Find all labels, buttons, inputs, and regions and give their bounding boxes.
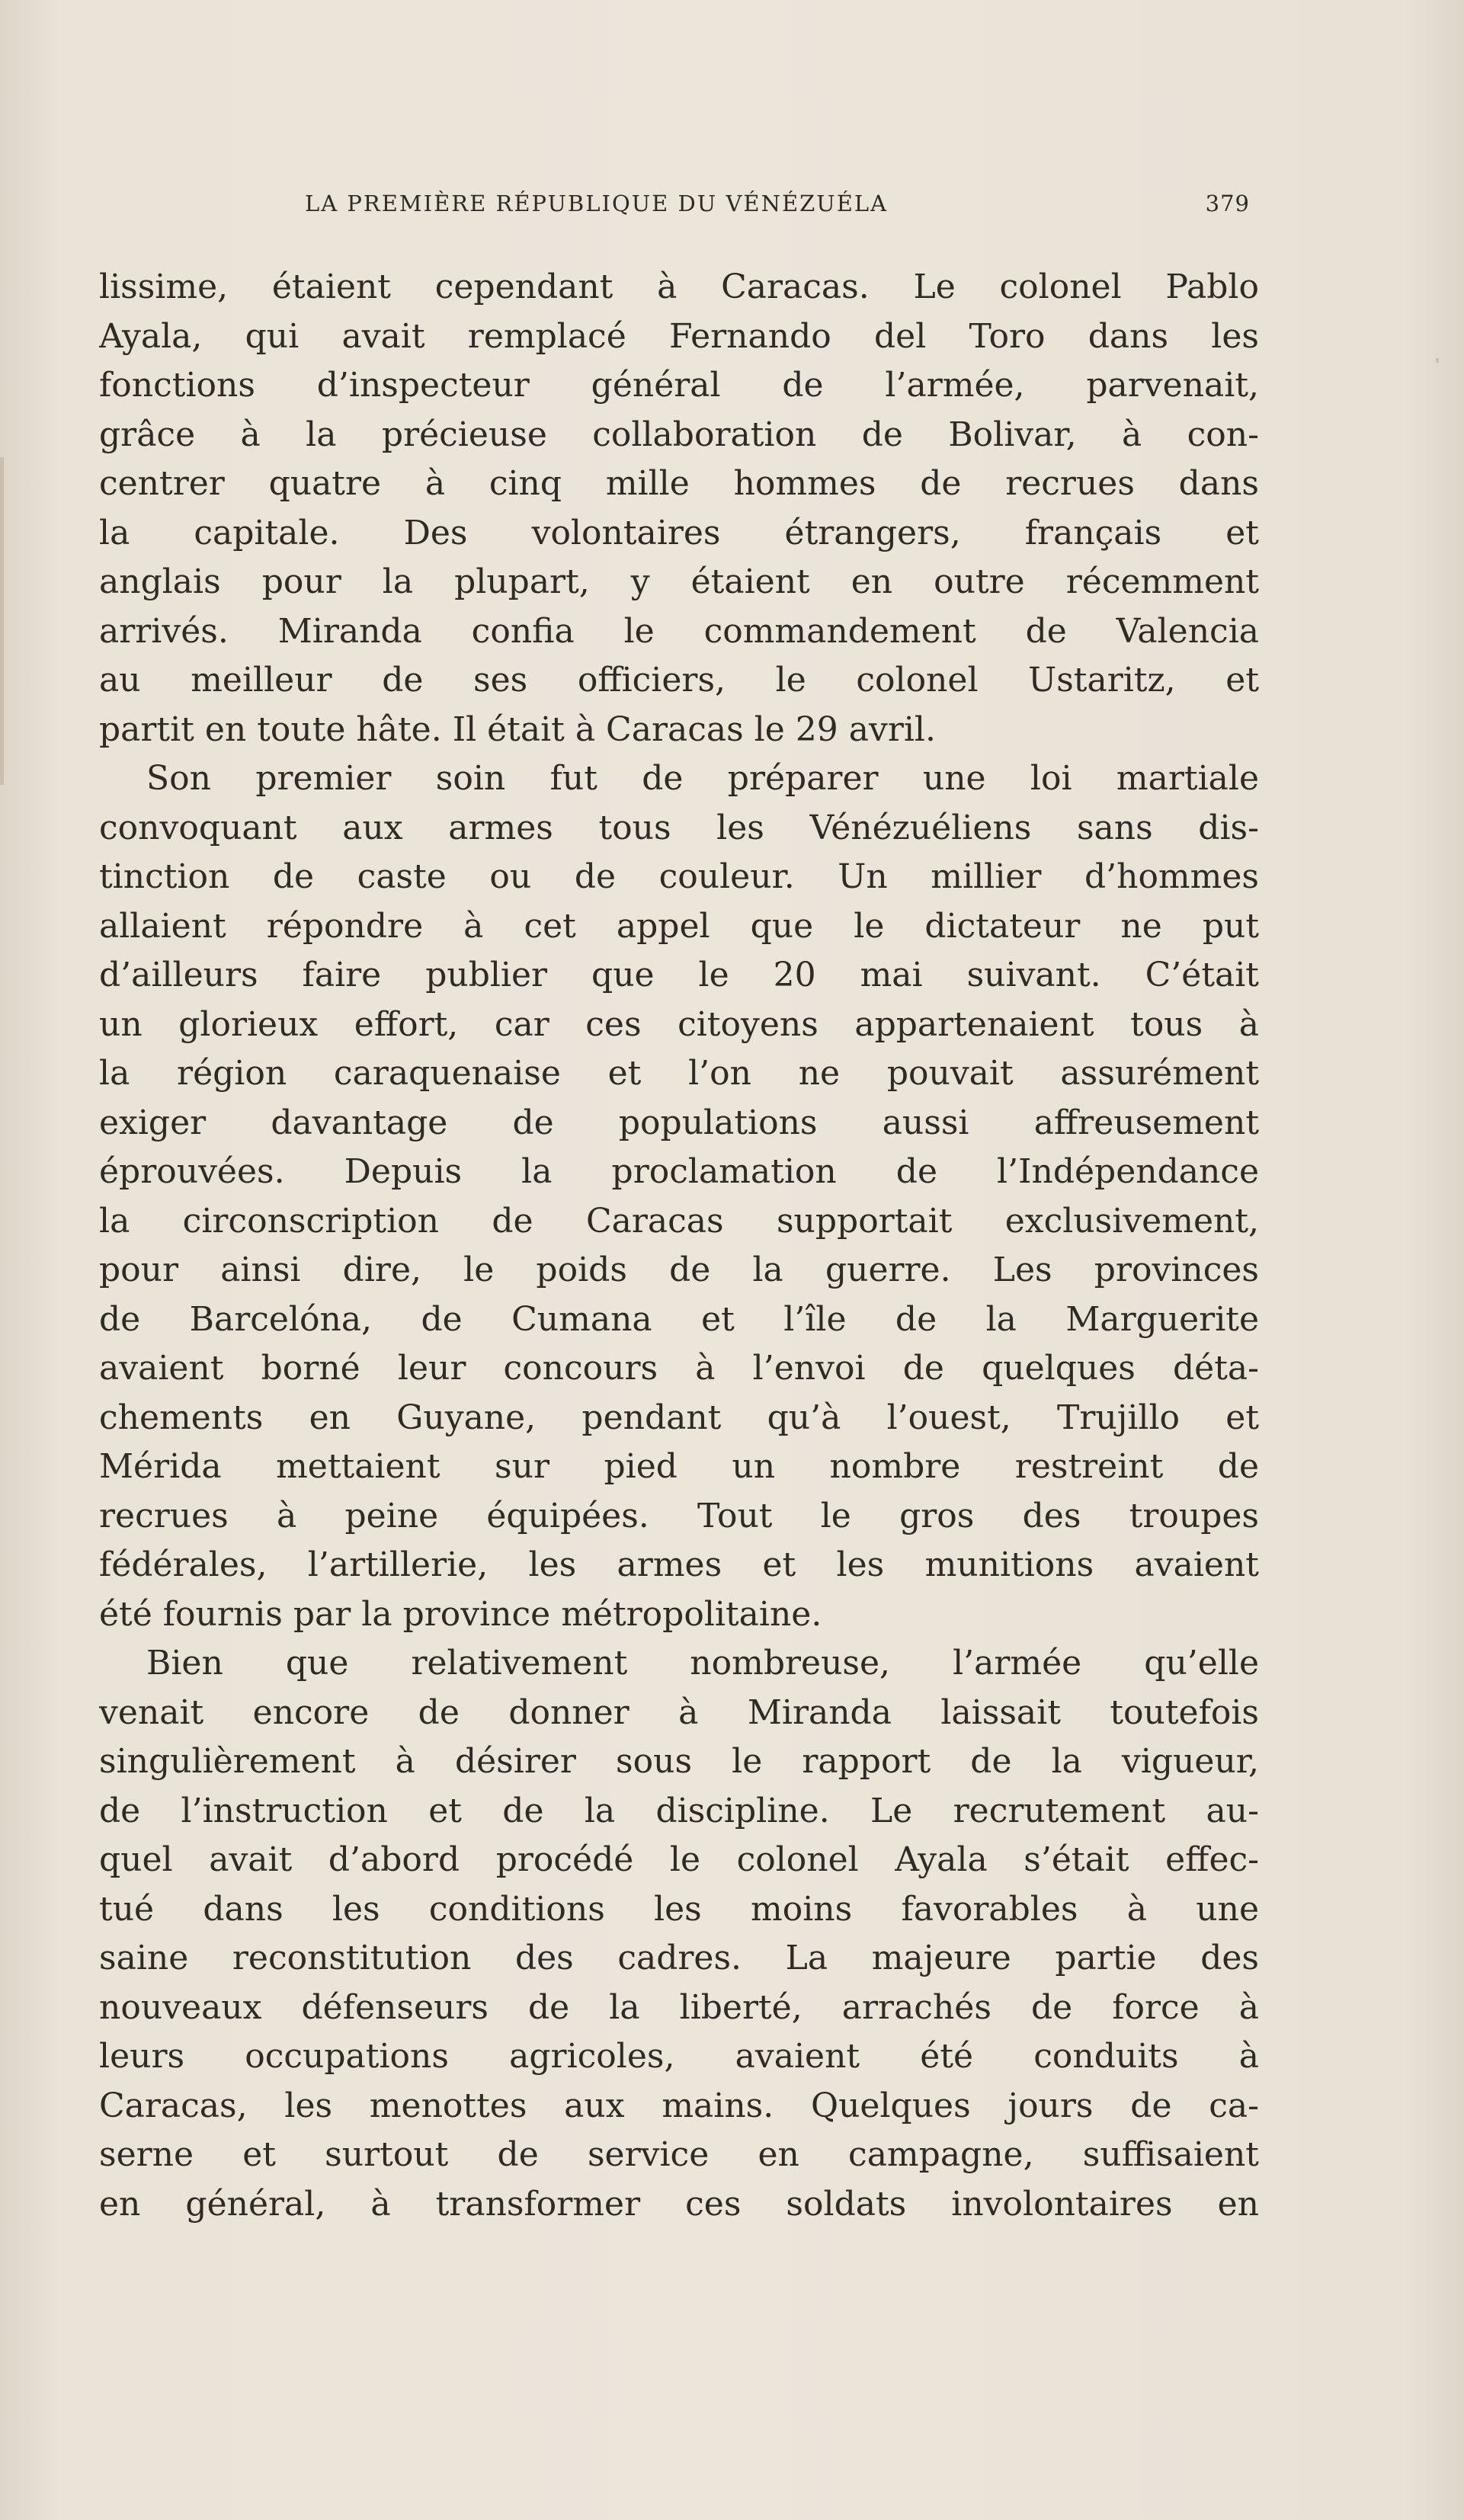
text-line: Son premier soin fut de préparer une loi martiale xyxy=(146,759,1259,798)
text-line: tinction de caste ou de couleur. Un millier d’hommes xyxy=(99,857,1259,896)
text-line: quel avait d’abord procédé le colonel Ayala s’était effec- xyxy=(99,1840,1259,1879)
text-line: un glorieux effort, car ces citoyens appartenaient tous à xyxy=(99,1004,1259,1044)
text-line: tué dans les conditions les moins favorables à une xyxy=(99,1889,1259,1929)
text-line: chements en Guyane, pendant qu’à l’ouest, Trujillo et xyxy=(99,1398,1259,1437)
text-line: anglais pour la plupart, y étaient en outre récemment xyxy=(99,562,1259,601)
paragraph xyxy=(99,1639,1259,2229)
text-line: Bien que relativement nombreuse, l’armée qu’elle xyxy=(146,1644,1259,1683)
text-line: saine reconstitution des cadres. La majeure partie des xyxy=(99,1939,1259,1977)
text-line: centrer quatre à cinq mille hommes de recrues dans xyxy=(99,464,1259,503)
text-line: exiger davantage de populations aussi affreusement xyxy=(99,1103,1259,1142)
text-line: convoquant aux armes tous les Vénézuéliens sans dis- xyxy=(99,808,1259,847)
text-line: Ayala, qui avait remplacé Fernando del Toro dans les xyxy=(99,316,1259,356)
text-line: pour ainsi dire, le poids de la guerre. Les provinces xyxy=(99,1250,1259,1289)
page-edge-mark xyxy=(0,457,4,785)
text-line: la circonscription de Caracas supportait exclusivement, xyxy=(99,1201,1259,1241)
text-line: serne et surtout de service en campagne, suffisaient xyxy=(99,2135,1259,2174)
page-edge-mark xyxy=(1436,358,1439,363)
text-line: leurs occupations agricoles, avaient été conduits à xyxy=(99,2037,1259,2076)
text-line: recrues à peine équipées. Tout le gros des troupes xyxy=(99,1496,1259,1535)
text-line: la région caraquenaise et l’on ne pouvait assurément xyxy=(99,1054,1259,1093)
text-line: allaient répondre à cet appel que le dictateur ne put xyxy=(99,906,1259,946)
text-line: lissime, étaient cependant à Caracas. Le colonel Pablo xyxy=(99,267,1259,306)
text-line: de Barcelóna, de Cumana et l’île de la Marguerite xyxy=(99,1299,1259,1339)
text-line: Caracas, les menottes aux mains. Quelques jours de ca- xyxy=(99,2086,1259,2125)
text-line: de l’instruction et de la discipline. Le recrutement au- xyxy=(99,1791,1259,1830)
text-line: arrivés. Miranda confia le commandement de Valencia xyxy=(99,611,1259,651)
page-number: 379 xyxy=(1205,191,1250,216)
text-line: éprouvées. Depuis la proclamation de l’Indépendance xyxy=(99,1152,1259,1191)
text-line: fonctions d’inspecteur général de l’armée, parvenait, xyxy=(99,366,1259,405)
text-line: fédérales, l’artillerie, les armes et les munitions avaient xyxy=(99,1545,1259,1584)
running-title: LA PREMIÈRE RÉPUBLIQUE DU VÉNÉZUÉLA xyxy=(305,191,889,216)
text-line: nouveaux défenseurs de la liberté, arrachés de force à xyxy=(99,1987,1259,2027)
text-line: au meilleur de ses officiers, le colonel Ustaritz, et xyxy=(99,661,1259,700)
text-line: en général, à transformer ces soldats involontaires en xyxy=(99,2184,1259,2224)
text-line: partit en toute hâte. Il était à Caracas le 29 avril. xyxy=(99,709,936,749)
body-text xyxy=(99,263,1259,2229)
text-line: venait encore de donner à Miranda laissait toutefois xyxy=(99,1692,1259,1732)
text-line: singulièrement à désirer sous le rapport de la vigueur, xyxy=(99,1742,1259,1781)
text-line: grâce à la précieuse collaboration de Bolivar, à con- xyxy=(99,415,1259,454)
running-header xyxy=(305,191,1250,224)
text-line: la capitale. Des volontaires étrangers, français et xyxy=(99,513,1259,552)
text-line: Mérida mettaient sur pied un nombre restreint de xyxy=(99,1447,1259,1486)
text-line: avaient borné leur concours à l’envoi de quelques déta- xyxy=(99,1349,1259,1388)
text-line: d’ailleurs faire publier que le 20 mai suivant. C’était xyxy=(99,956,1259,994)
paragraph xyxy=(99,263,1259,754)
paragraph xyxy=(99,754,1259,1639)
text-line: été fournis par la province métropolitaine. xyxy=(99,1594,822,1634)
